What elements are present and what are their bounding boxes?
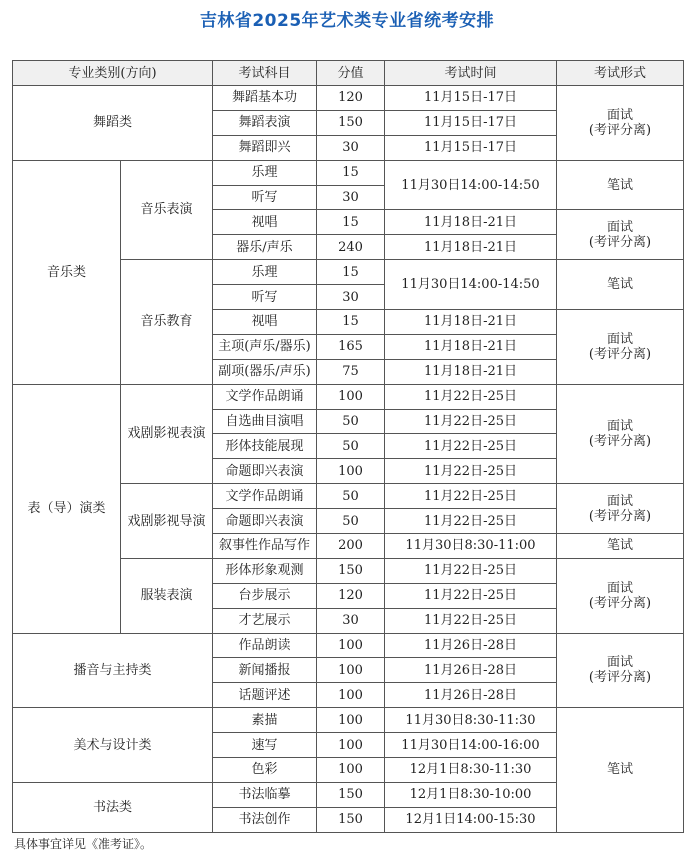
format-cell bbox=[557, 310, 684, 385]
time-cell: 11月26日-28日 bbox=[385, 633, 557, 658]
format-cell bbox=[557, 633, 684, 708]
score-cell: 240 bbox=[317, 235, 385, 260]
format-cell: 笔试 bbox=[557, 534, 684, 559]
score-cell: 120 bbox=[317, 583, 385, 608]
time-cell: 11月15日-17日 bbox=[385, 135, 557, 160]
time-cell: 11月18日-21日 bbox=[385, 334, 557, 359]
format-sublabel: (考评分离) bbox=[588, 122, 652, 138]
time-cell: 11月30日14:00-14:50 bbox=[385, 160, 557, 210]
time-cell: 11月30日8:30-11:00 bbox=[385, 534, 557, 559]
subject-cell: 台步展示 bbox=[213, 583, 317, 608]
subject-cell: 书法创作 bbox=[213, 807, 317, 832]
direction-cell: 戏剧影视表演 bbox=[121, 384, 213, 484]
header-subject: 考试科目 bbox=[213, 61, 317, 86]
direction-cell: 音乐表演 bbox=[121, 160, 213, 260]
subject-cell: 舞蹈基本功 bbox=[213, 86, 317, 111]
format-label: 面试 bbox=[606, 493, 633, 509]
score-cell: 100 bbox=[317, 683, 385, 708]
score-cell: 50 bbox=[317, 434, 385, 459]
table-row bbox=[13, 160, 684, 185]
subject-cell: 形体技能展现 bbox=[213, 434, 317, 459]
score-cell: 100 bbox=[317, 758, 385, 783]
score-cell: 150 bbox=[317, 110, 385, 135]
score-cell: 15 bbox=[317, 210, 385, 235]
time-cell: 11月26日-28日 bbox=[385, 658, 557, 683]
format-cell bbox=[557, 384, 684, 484]
score-cell: 100 bbox=[317, 633, 385, 658]
time-cell: 12月1日14:00-15:30 bbox=[385, 807, 557, 832]
subject-cell: 文学作品朗诵 bbox=[213, 384, 317, 409]
subject-cell: 作品朗读 bbox=[213, 633, 317, 658]
subject-cell: 命题即兴表演 bbox=[213, 509, 317, 534]
subject-cell: 文学作品朗诵 bbox=[213, 484, 317, 509]
score-cell: 50 bbox=[317, 509, 385, 534]
subject-cell: 视唱 bbox=[213, 210, 317, 235]
format-label: 面试 bbox=[606, 655, 633, 671]
subject-cell: 主项(声乐/器乐) bbox=[213, 334, 317, 359]
score-cell: 100 bbox=[317, 733, 385, 758]
format-cell bbox=[557, 558, 684, 633]
footnote: 具体事宜详见《准考证》。 bbox=[14, 837, 153, 851]
format-label: 面试 bbox=[606, 331, 633, 347]
time-cell: 11月22日-25日 bbox=[385, 409, 557, 434]
subject-cell: 乐理 bbox=[213, 160, 317, 185]
table-header-row bbox=[13, 61, 684, 86]
score-cell: 30 bbox=[317, 608, 385, 633]
subject-cell: 素描 bbox=[213, 708, 317, 733]
score-cell: 150 bbox=[317, 558, 385, 583]
format-sublabel: (考评分离) bbox=[588, 508, 652, 524]
time-cell: 11月22日-25日 bbox=[385, 509, 557, 534]
format-cell: 笔试 bbox=[557, 160, 684, 210]
score-cell: 100 bbox=[317, 384, 385, 409]
subject-cell: 舞蹈即兴 bbox=[213, 135, 317, 160]
subject-cell: 才艺展示 bbox=[213, 608, 317, 633]
time-cell: 11月18日-21日 bbox=[385, 359, 557, 384]
direction-cell: 音乐教育 bbox=[121, 260, 213, 384]
time-cell: 11月18日-21日 bbox=[385, 310, 557, 335]
time-cell: 11月22日-25日 bbox=[385, 434, 557, 459]
format-sublabel: (考评分离) bbox=[588, 433, 652, 449]
header-category: 专业类别(方向) bbox=[13, 61, 213, 86]
subject-cell: 色彩 bbox=[213, 758, 317, 783]
format-sublabel: (考评分离) bbox=[588, 670, 652, 686]
subject-cell: 视唱 bbox=[213, 310, 317, 335]
time-cell: 11月18日-21日 bbox=[385, 210, 557, 235]
category-cell: 舞蹈类 bbox=[13, 86, 213, 161]
time-cell: 11月22日-25日 bbox=[385, 459, 557, 484]
subject-cell: 听写 bbox=[213, 185, 317, 210]
format-cell bbox=[557, 210, 684, 260]
format-cell bbox=[557, 86, 684, 161]
score-cell: 150 bbox=[317, 807, 385, 832]
category-cell: 美术与设计类 bbox=[13, 708, 213, 783]
time-cell: 11月26日-28日 bbox=[385, 683, 557, 708]
time-cell: 11月22日-25日 bbox=[385, 608, 557, 633]
score-cell: 15 bbox=[317, 310, 385, 335]
header-score: 分值 bbox=[317, 61, 385, 86]
score-cell: 30 bbox=[317, 185, 385, 210]
format-label: 面试 bbox=[606, 107, 633, 123]
score-cell: 15 bbox=[317, 160, 385, 185]
format-label: 面试 bbox=[606, 418, 633, 434]
subject-cell: 副项(器乐/声乐) bbox=[213, 359, 317, 384]
score-cell: 100 bbox=[317, 708, 385, 733]
format-sublabel: (考评分离) bbox=[588, 234, 652, 250]
category-cell: 表（导）演类 bbox=[13, 384, 121, 633]
subject-cell: 器乐/声乐 bbox=[213, 235, 317, 260]
time-cell: 11月30日8:30-11:30 bbox=[385, 708, 557, 733]
time-cell: 11月30日14:00-16:00 bbox=[385, 733, 557, 758]
time-cell: 11月22日-25日 bbox=[385, 583, 557, 608]
score-cell: 150 bbox=[317, 782, 385, 807]
table-row bbox=[13, 384, 684, 409]
time-cell: 12月1日8:30-11:30 bbox=[385, 758, 557, 783]
format-cell: 笔试 bbox=[557, 260, 684, 310]
score-cell: 100 bbox=[317, 658, 385, 683]
subject-cell: 书法临摹 bbox=[213, 782, 317, 807]
subject-cell: 自选曲目演唱 bbox=[213, 409, 317, 434]
score-cell: 120 bbox=[317, 86, 385, 111]
table-row bbox=[13, 708, 684, 733]
score-cell: 50 bbox=[317, 409, 385, 434]
subject-cell: 话题评述 bbox=[213, 683, 317, 708]
format-cell bbox=[557, 484, 684, 534]
score-cell: 30 bbox=[317, 135, 385, 160]
score-cell: 200 bbox=[317, 534, 385, 559]
subject-cell: 舞蹈表演 bbox=[213, 110, 317, 135]
time-cell: 11月22日-25日 bbox=[385, 384, 557, 409]
subject-cell: 叙事性作品写作 bbox=[213, 534, 317, 559]
table-row bbox=[13, 633, 684, 658]
time-cell: 11月22日-25日 bbox=[385, 484, 557, 509]
score-cell: 15 bbox=[317, 260, 385, 285]
subject-cell: 形体形象观测 bbox=[213, 558, 317, 583]
page-title: 吉林省2025年艺术类专业省统考安排 bbox=[199, 11, 495, 31]
header-time: 考试时间 bbox=[385, 61, 557, 86]
time-cell: 12月1日8:30-10:00 bbox=[385, 782, 557, 807]
time-cell: 11月30日14:00-14:50 bbox=[385, 260, 557, 310]
score-cell: 50 bbox=[317, 484, 385, 509]
score-cell: 30 bbox=[317, 285, 385, 310]
format-sublabel: (考评分离) bbox=[588, 346, 652, 362]
subject-cell: 速写 bbox=[213, 733, 317, 758]
subject-cell: 命题即兴表演 bbox=[213, 459, 317, 484]
format-label: 面试 bbox=[606, 580, 633, 596]
subject-cell: 新闻播报 bbox=[213, 658, 317, 683]
time-cell: 11月15日-17日 bbox=[385, 86, 557, 111]
format-label: 面试 bbox=[606, 219, 633, 235]
time-cell: 11月22日-25日 bbox=[385, 558, 557, 583]
direction-cell: 服装表演 bbox=[121, 558, 213, 633]
category-cell: 音乐类 bbox=[13, 160, 121, 384]
category-cell: 播音与主持类 bbox=[13, 633, 213, 708]
time-cell: 11月18日-21日 bbox=[385, 235, 557, 260]
score-cell: 165 bbox=[317, 334, 385, 359]
direction-cell: 戏剧影视导演 bbox=[121, 484, 213, 559]
format-sublabel: (考评分离) bbox=[588, 595, 652, 611]
score-cell: 75 bbox=[317, 359, 385, 384]
category-cell: 书法类 bbox=[13, 782, 213, 832]
score-cell: 100 bbox=[317, 459, 385, 484]
table-row bbox=[13, 86, 684, 111]
subject-cell: 听写 bbox=[213, 285, 317, 310]
subject-cell: 乐理 bbox=[213, 260, 317, 285]
header-format: 考试形式 bbox=[557, 61, 684, 86]
format-cell: 笔试 bbox=[557, 708, 684, 832]
exam-schedule-table bbox=[12, 60, 684, 833]
time-cell: 11月15日-17日 bbox=[385, 110, 557, 135]
